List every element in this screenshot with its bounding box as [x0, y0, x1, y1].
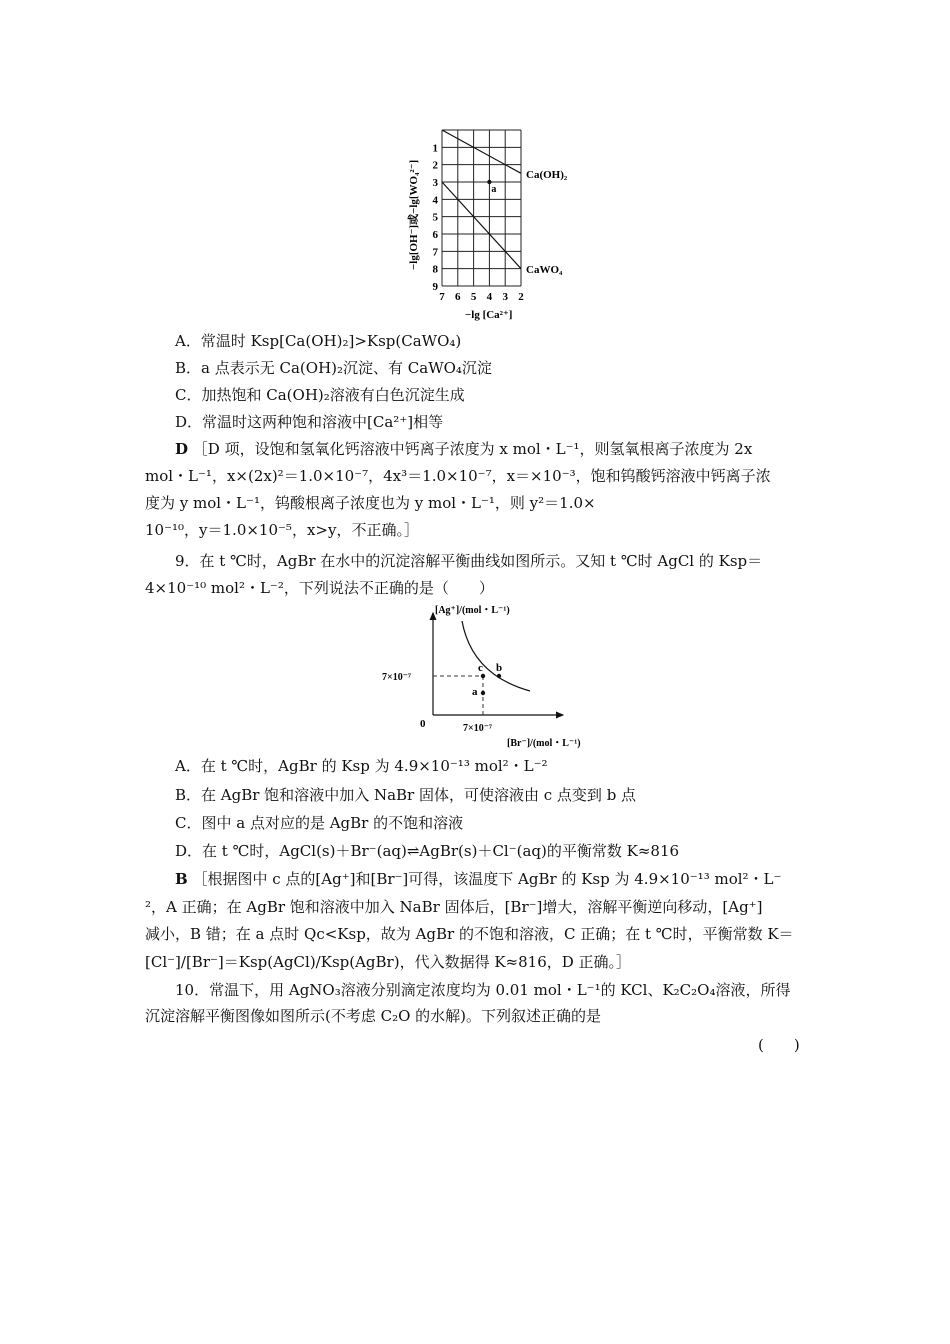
chart1-y-label: −lg[OH⁻]或−lg[WO₄²⁻]: [408, 159, 420, 270]
q8-explanation-2: mol・L⁻¹，x×(2x)²＝1.0×10⁻⁷，4x³＝1.0×10⁻⁷，x＝×10⁻³，饱和钨酸钙溶液中钙离子浓: [145, 467, 771, 485]
chart1-y-tick: 1: [432, 142, 438, 155]
chart1-y-tick: 8: [432, 263, 438, 276]
q8-option-c: C．加热饱和 Ca(OH)₂溶液有白色沉淀生成: [175, 386, 465, 404]
q9-explanation-3: 减小，B 错；在 a 点时 Qc<Ksp，故为 AgBr 的不饱和溶液，C 正确；在 t ℃时，平衡常数 K＝: [145, 925, 794, 943]
q9-option-d: D．在 t ℃时，AgCl(s)＋Br⁻(aq)⇌AgBr(s)＋Cl⁻(aq)的平衡常数 K≈816: [175, 842, 680, 860]
chart1-series-label-caoh2: Ca(OH)₂: [526, 169, 568, 181]
q9-explanation-1: [175, 869, 781, 889]
chart2-origin: 0: [420, 718, 426, 730]
chart1-y-ticks: [433, 142, 439, 293]
q10-stem-1: 10．常温下，用 AgNO₃溶液分别滴定浓度均为 0.01 mol・L⁻¹的 KCl、K₂C₂O₄溶液，所得: [175, 981, 791, 999]
chart1-y-tick: 7: [432, 246, 438, 259]
chart2-x-label: [Br⁻]/(mol・L⁻¹): [507, 738, 581, 749]
q10-answer-paren: ( ): [758, 1036, 800, 1054]
q8-option-b: B．a 点表示无 Ca(OH)₂沉淀、有 CaWO₄沉淀: [175, 359, 492, 377]
q9-stem-2: 4×10⁻¹⁰ mol²・L⁻²，下列说法不正确的是（ ）: [145, 579, 494, 597]
chart1-x-tick: 4: [486, 291, 493, 303]
q10-stem-2: 沉淀溶解平衡图像如图所示(不考虑 C₂O 的水解)。下列叙述正确的是: [145, 1007, 602, 1025]
q8-explanation-1: [175, 439, 752, 459]
chart1-x-tick: 7: [439, 291, 445, 303]
chart1-y-tick: 2: [432, 159, 438, 172]
chart1-x-label: −lg [Ca²⁺]: [465, 309, 513, 321]
chart-ca-solubility: [405, 120, 605, 325]
chart1-x-ticks: [439, 291, 524, 303]
chart-agbr-solubility: [375, 603, 600, 753]
chart2-label-a: a: [472, 686, 478, 698]
chart1-y-tick: 6: [432, 229, 438, 241]
chart2-curve: [462, 621, 530, 691]
chart2-label-b: b: [496, 662, 503, 674]
q8-option-d: D．常温时这两种饱和溶液中[Ca²⁺]相等: [175, 413, 444, 431]
chart1-y-tick: 3: [432, 177, 438, 189]
chart1-series-line-0: [442, 130, 521, 173]
q9-explanation-4: [Cl⁻]/[Br⁻]＝Ksp(AgCl)/Ksp(AgBr)，代入数据得 K≈816，D 正确。］: [145, 953, 632, 971]
chart2-point-c: [481, 674, 485, 678]
chart1-x-tick: 2: [518, 291, 524, 303]
point-a-label: a: [491, 184, 497, 195]
q9-option-a: A．在 t ℃时，AgBr 的 Ksp 为 4.9×10⁻¹³ mol²・L⁻²: [175, 757, 548, 775]
q9-explanation-2: ²，A 正确；在 AgBr 饱和溶液中加入 NaBr 固体后，[Br⁻]增大，溶解平衡逆向移动，[Ag⁺]: [145, 898, 763, 916]
chart1-y-tick: 9: [432, 281, 438, 293]
q9-stem-1: 9．在 t ℃时，AgBr 在水中的沉淀溶解平衡曲线如图所示。又知 t ℃时 AgCl 的 Ksp＝: [175, 552, 763, 570]
chart1-series-line-1: [442, 182, 521, 269]
chart2-point-b: [497, 674, 501, 678]
chart1-x-tick: 5: [470, 291, 477, 303]
chart2-x-mark: 7×10⁻⁷: [463, 723, 492, 734]
q8-exp-1-text: ［D 项，设饱和氢氧化钙溶液中钙离子浓度为 x mol・L⁻¹，则氢氧根离子浓度为 2x: [192, 440, 753, 458]
q8-explanation-4: 10⁻¹⁰，y＝1.0×10⁻⁵，x>y，不正确。］: [145, 521, 419, 539]
q9-option-b: B．在 AgBr 饱和溶液中加入 NaBr 固体，可使溶液由 c 点变到 b 点: [175, 786, 637, 804]
chart2-y-mark: 7×10⁻⁷: [382, 672, 411, 683]
chart1-x-tick: 6: [455, 291, 461, 303]
q8-option-a: A．常温时 Ksp[Ca(OH)₂]>Ksp(CaWO₄): [175, 332, 462, 350]
chart1-series-label-cawo4: CaWO₄: [526, 264, 563, 276]
q9-exp-1-text: ［根据图中 c 点的[Ag⁺]和[Br⁻]可得，该温度下 AgBr 的 Ksp 为 4.9×10⁻¹³ mol²・L⁻: [192, 870, 782, 888]
chart1-y-tick: 5: [432, 211, 438, 224]
chart1-x-tick: 3: [502, 291, 508, 303]
chart1-grid: [442, 130, 521, 286]
q9-option-c: C．图中 a 点对应的是 AgBr 的不饱和溶液: [175, 814, 464, 832]
q9-answer: B: [175, 870, 188, 888]
chart1-y-tick: 4: [432, 194, 438, 207]
q8-explanation-3: 度为 y mol・L⁻¹，钨酸根离子浓度也为 y mol・L⁻¹，则 y²＝1.0×: [145, 494, 596, 512]
q8-answer: D: [175, 440, 189, 458]
chart2-y-label: [Ag⁺]/(mol・L⁻¹): [435, 605, 510, 616]
chart2-point-a: [481, 691, 485, 695]
chart2-label-c: c: [478, 662, 483, 674]
